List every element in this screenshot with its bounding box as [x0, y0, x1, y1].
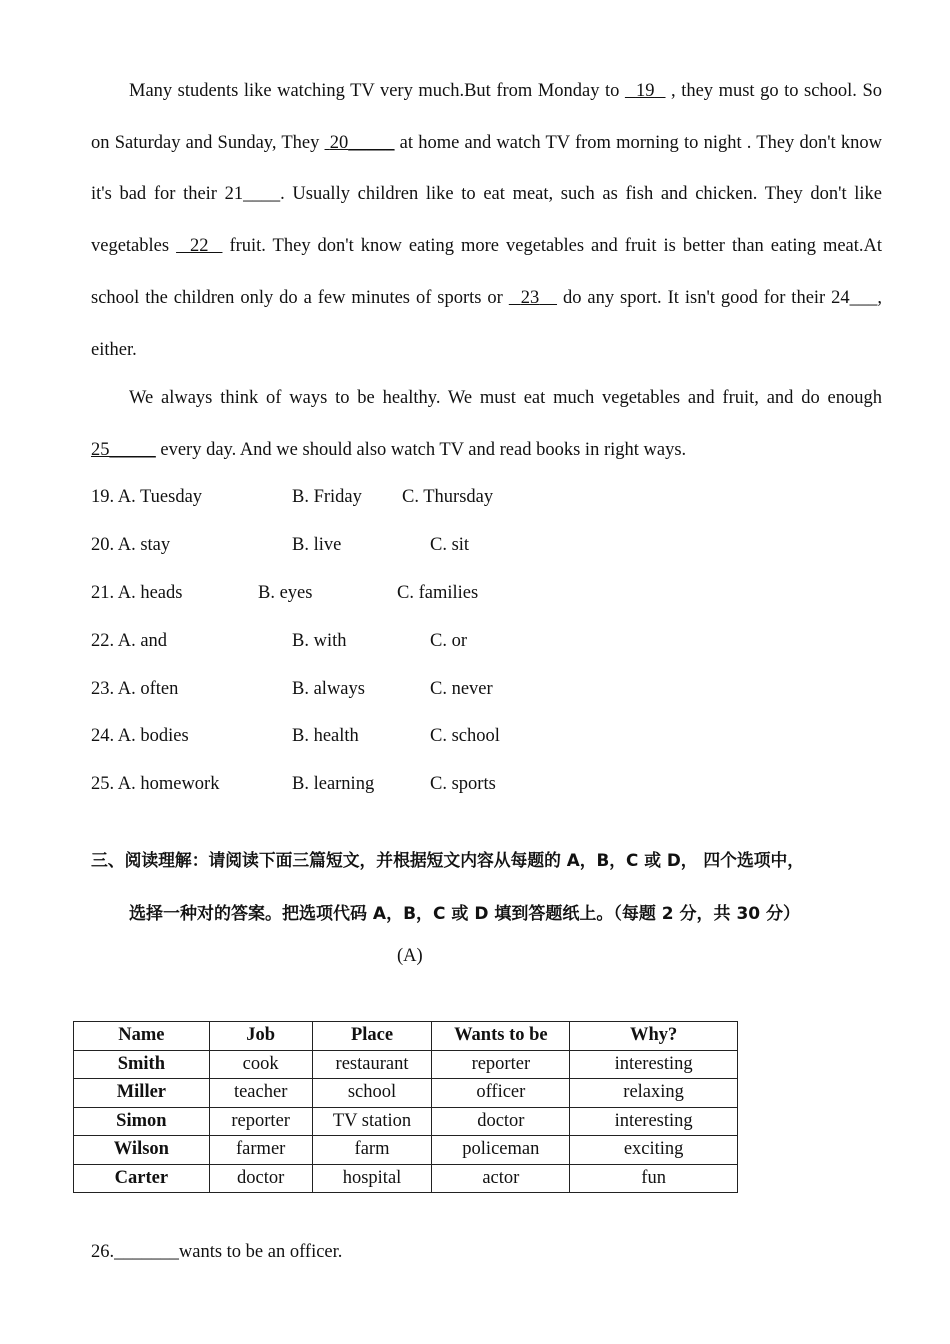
- table-row: [74, 1107, 738, 1136]
- cell-job: doctor: [209, 1164, 312, 1193]
- cell-job: cook: [209, 1050, 312, 1079]
- passage-paragraph-1: [91, 66, 882, 376]
- header-name: Name: [74, 1022, 210, 1051]
- option-21-c: C. families: [397, 583, 479, 603]
- option-22-a: 22. A. and: [91, 631, 168, 651]
- table-row: [74, 1164, 738, 1193]
- option-25-c: C. sports: [430, 774, 496, 794]
- blank-19: 19: [635, 81, 655, 101]
- passage-paragraph-2: [91, 373, 882, 476]
- option-19-a: 19. A. Tuesday: [91, 487, 203, 507]
- option-22-b: B. with: [292, 631, 347, 651]
- option-25-a: 25. A. homework: [91, 774, 220, 794]
- blank-25: 25_____: [91, 439, 156, 460]
- passage-text: So on Saturday and Sunday, They: [91, 81, 883, 153]
- option-23-c: C. never: [430, 679, 493, 699]
- table-row: [74, 1079, 738, 1108]
- passage-text: every day. And we should also watch TV and read books in right ways.: [155, 439, 687, 460]
- cell-why: relaxing: [570, 1079, 738, 1108]
- cell-wants-to-be: reporter: [432, 1050, 570, 1079]
- passage-text: at home and watch TV from morning to night . They don't know it's bad for their 21____. Usually children like to eat meat, such as fish and chicken. They don't like vegetables: [91, 132, 882, 257]
- cell-why: interesting: [570, 1050, 738, 1079]
- cell-why: exciting: [570, 1136, 738, 1165]
- table-row: [74, 1136, 738, 1165]
- cell-wants-to-be: officer: [432, 1079, 570, 1108]
- passage-text: , they must go to school.: [671, 81, 857, 101]
- option-21-a: 21. A. heads: [91, 583, 183, 603]
- option-25-b: B. learning: [292, 774, 375, 794]
- cell-place: hospital: [312, 1164, 432, 1193]
- option-19-b: B. Friday: [292, 487, 362, 507]
- option-21-b: B. eyes: [258, 583, 313, 603]
- option-24-b: B. health: [292, 726, 359, 746]
- passage-text: Many students like watching TV very much.But from Monday to: [129, 81, 625, 101]
- option-24-a: 24. A. bodies: [91, 726, 189, 746]
- cell-name: Miller: [74, 1079, 210, 1108]
- option-20-c: C. sit: [430, 535, 470, 555]
- passage-text: fruit. They don't know eating more vegetables and fruit is better than eating meat.At school the children only do a few minutes of sports or: [91, 236, 883, 308]
- cell-why: fun: [570, 1164, 738, 1193]
- blank-20: 20_____: [329, 132, 395, 153]
- question-26: 26._______wants to be an officer.: [91, 1242, 343, 1262]
- cell-job: reporter: [209, 1107, 312, 1136]
- header-why: Why?: [570, 1022, 738, 1051]
- cell-place: school: [312, 1079, 432, 1108]
- cell-place: restaurant: [312, 1050, 432, 1079]
- option-19-c: C. Thursday: [402, 487, 494, 507]
- cell-place: TV station: [312, 1107, 432, 1136]
- cell-why: interesting: [570, 1107, 738, 1136]
- option-22-c: C. or: [430, 631, 467, 651]
- cell-wants-to-be: policeman: [432, 1136, 570, 1165]
- option-20-a: 20. A. stay: [91, 535, 171, 555]
- section-3-instructions-line-2: 选择一种对的答案。把选项代码 A，B，C 或 D 填到答题纸上。（每题 2 分，共 30 分）: [129, 904, 801, 924]
- header-wants-to-be: Wants to be: [432, 1022, 570, 1051]
- header-job: Job: [209, 1022, 312, 1051]
- blank-22: 22: [190, 236, 209, 257]
- passage-text: do any sport. It isn't good for their 24___, either.: [91, 287, 883, 360]
- cell-name: Smith: [74, 1050, 210, 1079]
- table-header-row: [74, 1022, 738, 1051]
- header-place: Place: [312, 1022, 432, 1051]
- cell-wants-to-be: doctor: [432, 1107, 570, 1136]
- cell-name: Carter: [74, 1164, 210, 1193]
- section-3-instructions-line-1: 三、阅读理解：请阅读下面三篇短文，并根据短文内容从每题的 A，B，C 或 D， 四个选项中，: [91, 850, 805, 870]
- passage-text: We always think of ways to be healthy. We must eat much vegetables and fruit, and do enough: [129, 388, 882, 408]
- option-20-b: B. live: [292, 535, 342, 555]
- cell-place: farm: [312, 1136, 432, 1165]
- cell-job: farmer: [209, 1136, 312, 1165]
- cell-wants-to-be: actor: [432, 1164, 570, 1193]
- jobs-table: [73, 1021, 738, 1193]
- option-23-b: B. always: [292, 679, 365, 699]
- option-23-a: 23. A. often: [91, 679, 179, 699]
- passage-a-subtitle: (A): [397, 946, 423, 966]
- cell-name: Wilson: [74, 1136, 210, 1165]
- blank-23: 23: [520, 287, 540, 308]
- option-24-c: C. school: [430, 726, 500, 746]
- cell-name: Simon: [74, 1107, 210, 1136]
- table-row: [74, 1050, 738, 1079]
- cell-job: teacher: [209, 1079, 312, 1108]
